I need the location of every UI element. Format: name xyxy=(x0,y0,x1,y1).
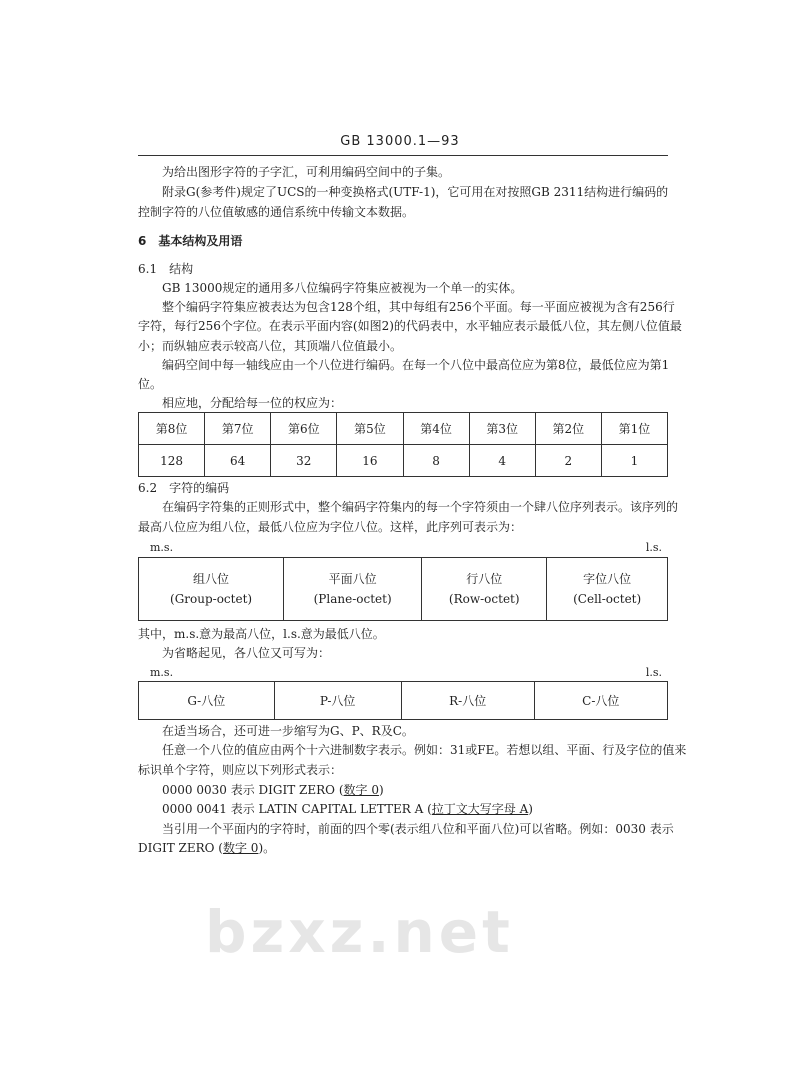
table-cell: R-八位 xyxy=(401,682,534,720)
subsection-heading: 6.2 字符的编码 xyxy=(138,481,230,495)
paragraph: 控制字符的八位值敏感的通信系统中传输文本数据。 xyxy=(138,205,415,219)
paragraph: 在适当场合，还可进一步缩写为G、P、R及C。 xyxy=(162,724,414,738)
watermark: bzxz.net xyxy=(205,898,514,966)
section-heading: 6 基本结构及用语 xyxy=(138,234,243,248)
paragraph: 整个编码字符集应被表达为包含128个组，其中每组有256个平面。每一平面应被视为含有256行 xyxy=(162,300,675,314)
table-row xyxy=(139,413,668,445)
table-cell: 128 xyxy=(139,445,205,477)
subsection-heading: 6.1 结构 xyxy=(138,262,194,276)
paragraph: 当引用一个平面内的字符时，前面的四个零(表示组八位和平面八位)可以省略。例如：0030 表示 xyxy=(162,822,674,836)
ms-label: m.s. xyxy=(150,541,174,554)
table-cell: 第5位 xyxy=(337,413,403,445)
paragraph: 其中，m.s.意为最高八位，l.s.意为最低八位。 xyxy=(138,627,385,641)
ms-label: m.s. xyxy=(150,666,174,679)
table-cell: 第2位 xyxy=(535,413,601,445)
table-cell: 8 xyxy=(403,445,469,477)
paragraph: 小；而纵轴应表示较高八位，其顶端八位值最小。 xyxy=(138,339,403,353)
table-cell: 第6位 xyxy=(271,413,337,445)
paragraph: 任意一个八位的值应由两个十六进制数字表示。例如：31或FE。若想以组、平面、行及字位的值来 xyxy=(162,743,687,757)
table-cell: C-八位 xyxy=(534,682,667,720)
octet-table xyxy=(138,557,668,621)
paragraph: 最高八位应为组八位，最低八位应为字位八位。这样，此序列可表示为： xyxy=(138,520,523,534)
header-rule xyxy=(138,155,668,156)
table-row xyxy=(139,558,668,621)
table-cell: P-八位 xyxy=(274,682,401,720)
table-cell: 64 xyxy=(205,445,271,477)
table-cell: 组八位 (Group-octet) xyxy=(139,558,284,621)
ls-label: l.s. xyxy=(645,666,662,679)
paragraph: 在编码字符集的正则形式中，整个编码字符集内的每一个字符须由一个肆八位序列表示。该序列的 xyxy=(162,500,679,514)
paragraph: 位。 xyxy=(138,377,163,391)
table-cell: 2 xyxy=(535,445,601,477)
table-row xyxy=(139,445,668,477)
paragraph: 字符，每行256个字位。在表示平面内容(如图2)的代码表中，水平轴应表示最低八位，其左侧八位值最 xyxy=(138,319,682,333)
table-cell: G-八位 xyxy=(139,682,275,720)
example-line: 0000 0041 表示 LATIN CAPITAL LETTER A (拉丁文大写字母 A) xyxy=(162,802,533,816)
table-cell: 第4位 xyxy=(403,413,469,445)
paragraph: DIGIT ZERO (数字 0)。 xyxy=(138,841,276,855)
table-cell: 字位八位 (Cell-octet) xyxy=(547,558,668,621)
paragraph: 标识单个字符，则应以下列形式表示： xyxy=(138,763,343,777)
short-octet-table xyxy=(138,681,668,720)
paragraph: 为省略起见，各八位又可写为： xyxy=(162,646,331,660)
ls-label: l.s. xyxy=(645,541,662,554)
bit-weight-table xyxy=(138,412,668,477)
example-line: 0000 0030 表示 DIGIT ZERO (数字 0) xyxy=(162,783,384,797)
table-cell: 行八位 (Row-octet) xyxy=(422,558,547,621)
table-cell: 32 xyxy=(271,445,337,477)
paragraph: 为给出图形字符的子字汇，可利用编码空间中的子集。 xyxy=(162,165,451,179)
paragraph: 相应地，分配给每一位的权应为： xyxy=(162,396,343,410)
page-header: GB 13000.1—93 xyxy=(340,134,460,149)
table-cell: 第7位 xyxy=(205,413,271,445)
table-row xyxy=(139,682,668,720)
table-cell: 平面八位 (Plane-octet) xyxy=(284,558,422,621)
paragraph: 附录G(参考件)规定了UCS的一种变换格式(UTF-1)，它可用在对按照GB 2311结构进行编码的 xyxy=(162,185,669,199)
paragraph: 编码空间中每一轴线应由一个八位进行编码。在每一个八位中最高位应为第8位，最低位应为第1 xyxy=(162,358,670,372)
table-cell: 第8位 xyxy=(139,413,205,445)
table-cell: 1 xyxy=(601,445,667,477)
table-cell: 第1位 xyxy=(601,413,667,445)
paragraph: GB 13000规定的通用多八位编码字符集应被视为一个单一的实体。 xyxy=(162,281,523,295)
table-cell: 第3位 xyxy=(469,413,535,445)
table-cell: 16 xyxy=(337,445,403,477)
table-cell: 4 xyxy=(469,445,535,477)
